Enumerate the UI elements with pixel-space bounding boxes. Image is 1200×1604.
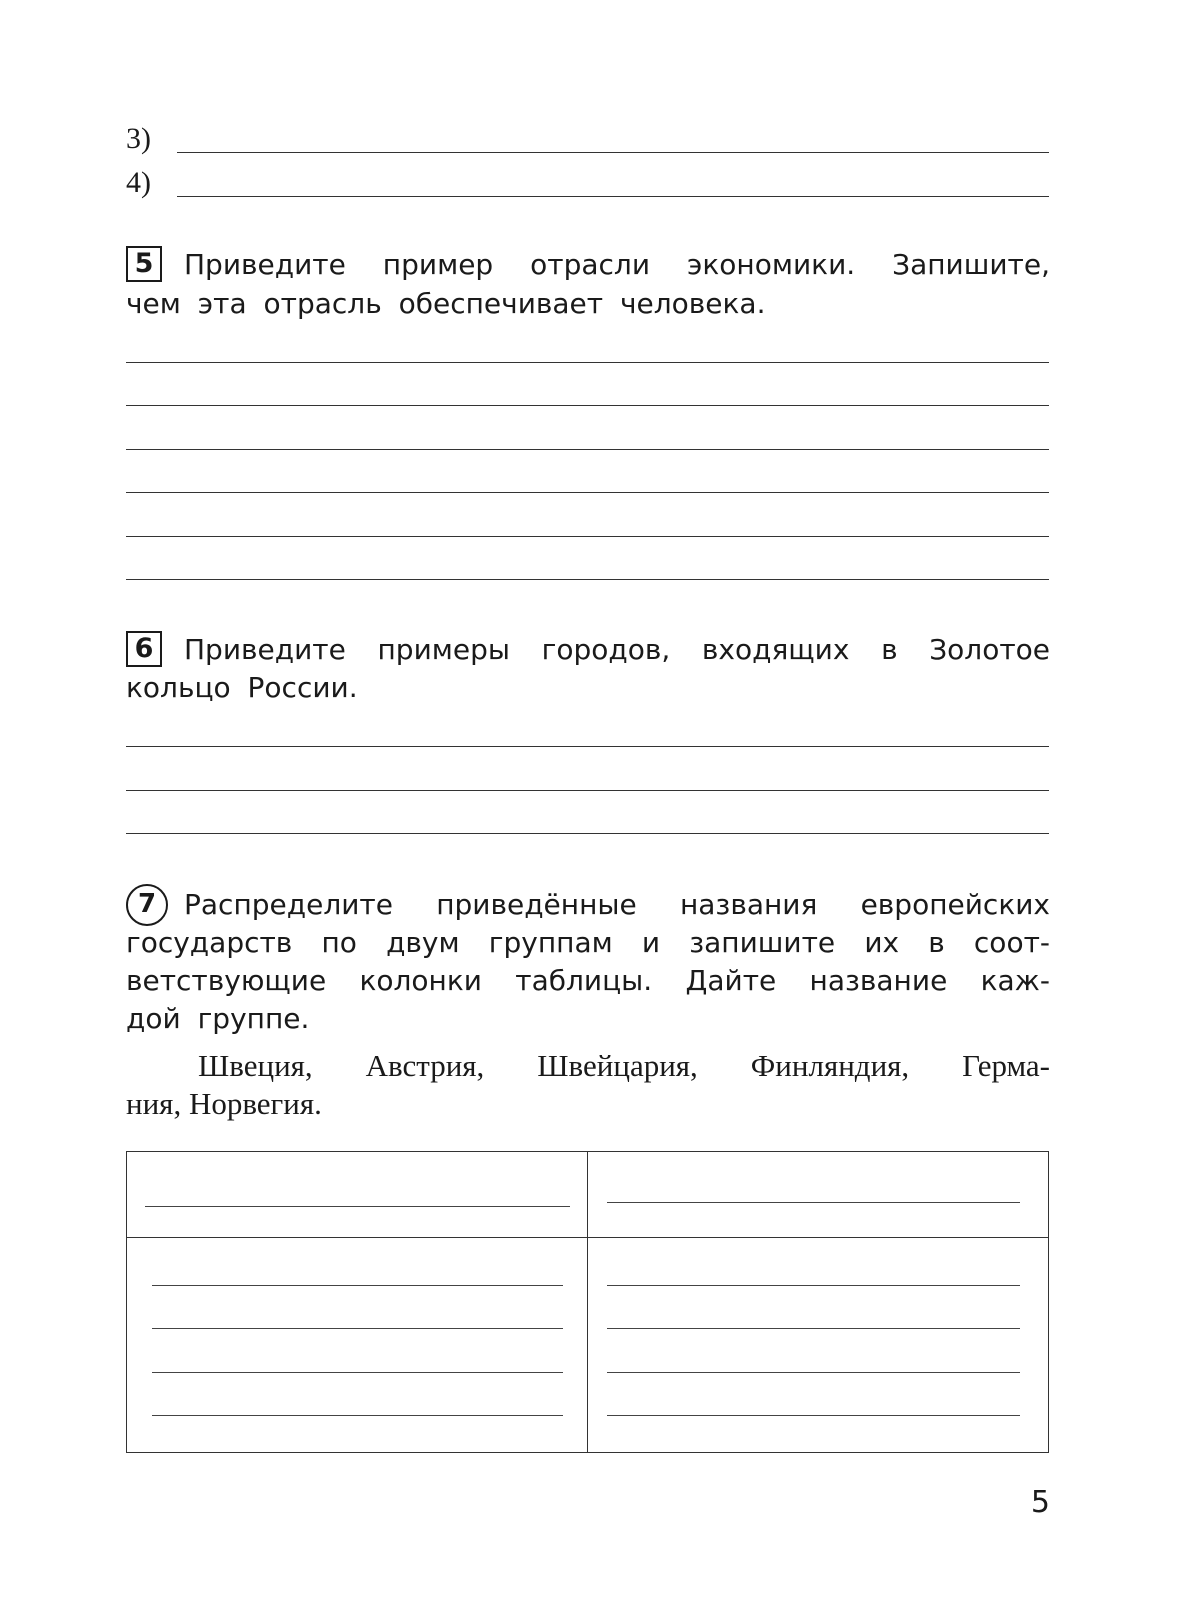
task-6-line-2: кольцо России.: [126, 671, 358, 704]
task-5-answer-line[interactable]: [126, 405, 1049, 406]
task-6-line-1: Приведите примеры городов, входящих в Золотое: [184, 633, 1050, 666]
answer-line-4[interactable]: [177, 196, 1049, 197]
task-7-line-4: дой группе.: [126, 1002, 310, 1035]
task-7-prompt-line-3: [126, 962, 1050, 1000]
answer-label-4: 4): [126, 166, 151, 199]
task-6-number: 6: [126, 631, 162, 667]
task-6-answer-line[interactable]: [126, 790, 1049, 791]
task-5-answer-line[interactable]: [126, 536, 1049, 537]
grouping-table: [126, 1151, 1049, 1453]
task-5-number: 5: [126, 246, 162, 282]
task-5-prompt: [126, 246, 1050, 284]
task-7-prompt-line-1: [126, 886, 1050, 924]
table-header-divider: [127, 1237, 1048, 1238]
task-6-answer-line[interactable]: [126, 833, 1049, 834]
task-7-prompt-line-4: [126, 1000, 1050, 1038]
page-number: 5: [1030, 1485, 1050, 1520]
group-1-answer-line[interactable]: [152, 1372, 563, 1373]
task-6-answer-line[interactable]: [126, 746, 1049, 747]
task-6-prompt-cont: [126, 669, 1050, 707]
table-column-divider: [587, 1152, 588, 1452]
task-7-prompt-line-2: [126, 924, 1050, 962]
country-list: [126, 1047, 1050, 1123]
country-list-line-2: ния, Норвегия.: [126, 1086, 322, 1121]
group-2-title-line[interactable]: [607, 1202, 1020, 1203]
task-7-number: 7: [126, 884, 168, 926]
group-1-title-line[interactable]: [145, 1206, 570, 1207]
group-1-answer-line[interactable]: [152, 1415, 563, 1416]
task-5-answer-line[interactable]: [126, 579, 1049, 580]
task-7-line-2: государств по двум группам и запишите их в соот-: [126, 926, 1050, 959]
task-7-line-1: Распределите приведённые названия европейских: [184, 888, 1050, 921]
task-5-answer-line[interactable]: [126, 362, 1049, 363]
group-1-answer-line[interactable]: [152, 1328, 563, 1329]
task-6-prompt: [126, 631, 1050, 669]
country-list-line-1: Швеция, Австрия, Швейцария, Финляндия, Герма-: [198, 1048, 1050, 1083]
task-7-line-3: ветствующие колонки таблицы. Дайте название каж-: [126, 964, 1050, 997]
task-5-line-2: чем эта отрасль обеспечивает человека.: [126, 287, 766, 320]
group-2-answer-line[interactable]: [607, 1285, 1020, 1286]
task-5-line-1: Приведите пример отрасли экономики. Запишите,: [184, 248, 1050, 281]
task-5-answer-line[interactable]: [126, 449, 1049, 450]
answer-label-3: 3): [126, 122, 151, 155]
group-1-answer-line[interactable]: [152, 1285, 563, 1286]
task-5-prompt-cont: [126, 285, 1050, 323]
group-2-answer-line[interactable]: [607, 1415, 1020, 1416]
task-5-answer-line[interactable]: [126, 492, 1049, 493]
answer-line-3[interactable]: [177, 152, 1049, 153]
group-2-answer-line[interactable]: [607, 1372, 1020, 1373]
group-2-answer-line[interactable]: [607, 1328, 1020, 1329]
